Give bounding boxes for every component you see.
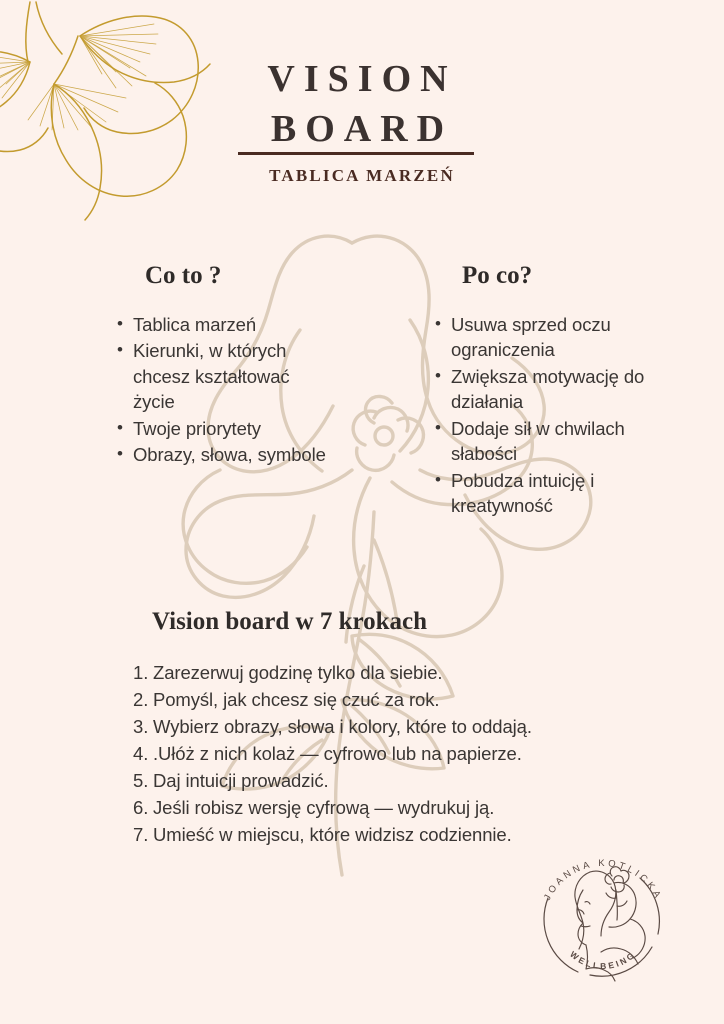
page-title-line-2: BOARD [270,108,454,150]
list-item: • Kierunki, w których chcesz kształtować życie [116,338,331,415]
list-item: • Twoje priorytety [116,416,331,442]
step-item: Pomyśl, jak chcesz się czuć za rok. [153,688,440,710]
list-item: • Obrazy, słowa, symbole [116,442,331,468]
logo-arc-top-text: JOANNA KOTLICKA [541,858,665,903]
step-item: Daj intuicji prowadzić. [153,769,329,791]
list-po-co [434,312,649,519]
list-co-to [116,312,331,468]
step-item: .Ułóż z nich kolaż — cyfrowo lub na papierze. [153,742,522,764]
list-steps [132,660,562,848]
title-divider [238,152,474,155]
section-heading-steps: Vision board w 7 krokach [152,608,428,635]
logo-arc-bottom-text: WELLBEING [568,948,638,972]
section-steps [132,608,562,849]
page-subtitle: TABLICA MARZEŃ [269,166,455,185]
brand-logo [528,842,678,992]
step-item: Zarezerwuj godzinę tylko dla siebie. [153,661,443,683]
list-item: • Usuwa sprzed oczu ograniczenia [434,312,649,363]
list-item: • Dodaje sił w chwilach słabości [434,416,649,467]
list-item: • Pobudza intuicję i kreatywność [434,468,649,519]
step-item: Wybierz obrazy, słowa i kolory, które to oddają. [153,715,532,737]
list-item: • Tablica marzeń [116,312,331,338]
page-title-line-1: VISION [267,58,457,100]
section-co-to [116,262,331,469]
step-item: Umieść w miejscu, które widzisz codziennie. [153,823,512,845]
section-heading-co-to: Co to ? [145,262,222,289]
list-item: • Zwiększa motywację do działania [434,364,649,415]
step-item: Jeśli robisz wersję cyfrową — wydrukuj ją. [153,796,495,818]
section-heading-po-co: Po co? [462,262,533,289]
section-po-co [434,262,649,520]
